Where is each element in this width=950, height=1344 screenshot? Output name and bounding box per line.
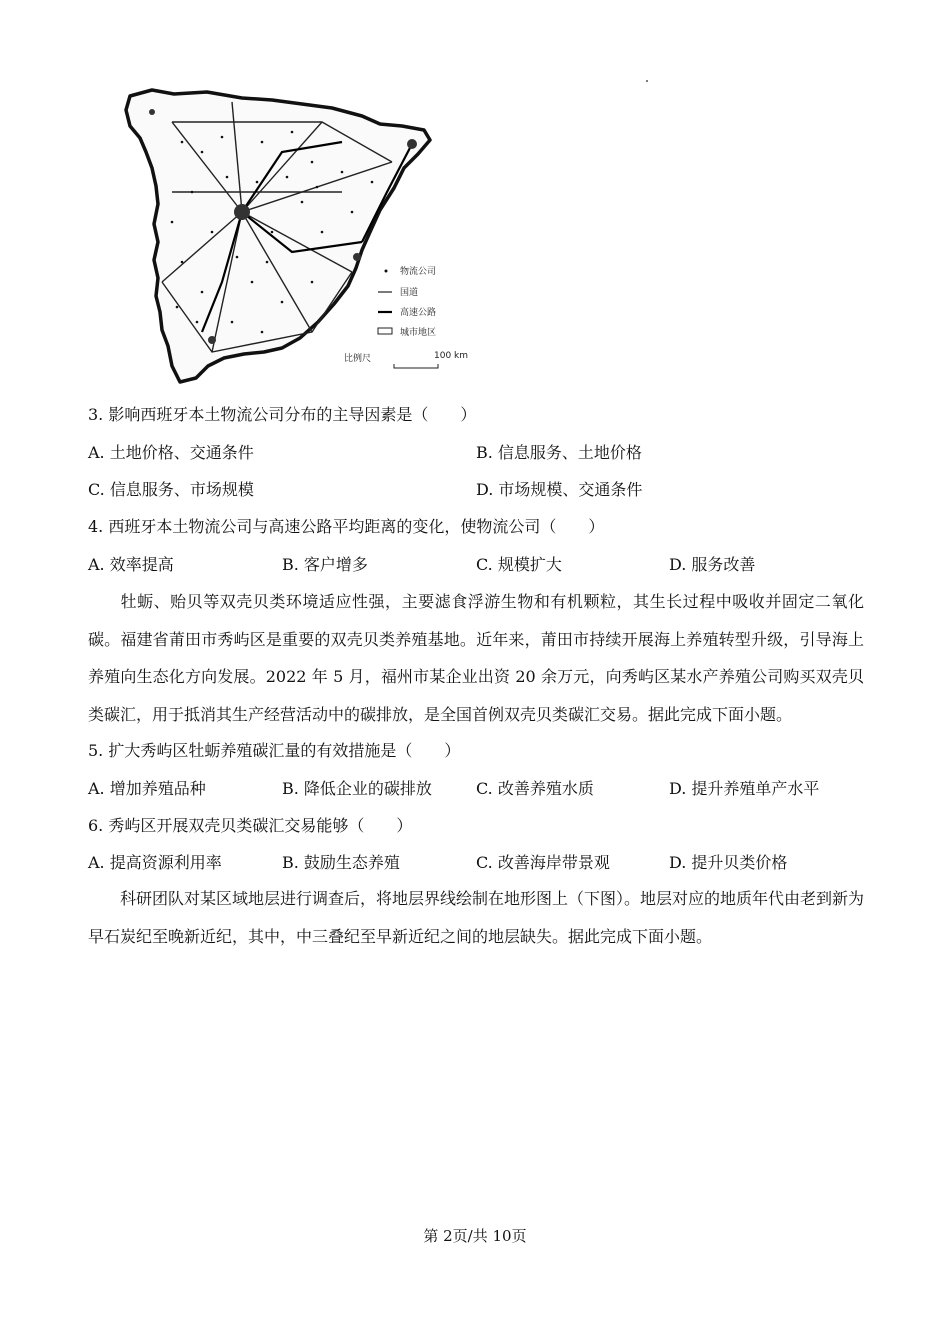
page-footer: 第 2页/共 10页 — [423, 1227, 527, 1245]
legend-urban-symbol — [378, 328, 392, 334]
passage-strata-survey — [88, 880, 864, 955]
q3-option-a: A. 土地价格、交通条件 — [88, 443, 254, 462]
legend-highway: 高速公路 — [400, 308, 437, 318]
map-figure — [112, 82, 472, 387]
stray-dot — [646, 80, 648, 82]
q3-option-b: B. 信息服务、土地价格 — [476, 443, 642, 462]
q4-option-b: B. 客户增多 — [282, 555, 368, 574]
q6-option-b: B. 鼓励生态养殖 — [282, 853, 400, 872]
q4-option-c: C. 规模扩大 — [476, 555, 562, 574]
map-legend — [344, 265, 468, 368]
q5-option-c: C. 改善养殖水质 — [476, 779, 594, 798]
spain-logistics-map — [112, 82, 472, 387]
legend-company-symbol — [385, 270, 388, 273]
passage-1-text: 牡蛎、贻贝等双壳贝类环境适应性强，主要滤食浮游生物和有机颗粒，其生长过程中吸收并固定二氧化碳。福建省莆田市秀屿区是重要的双壳贝类养殖基地。近年来，莆田市持续开展海上养殖转型升级，引导海上养殖向生态化方向发展。2022 年 5 月，福州市某企业出资 20 余万元，向秀屿区某水产养殖公司购买双壳贝类碳汇，用于抵消其生产经营活动中的碳排放，是全国首例双壳贝类碳汇交易。据此完成下面小题。 — [88, 592, 864, 724]
q5-option-b: B. 降低企业的碳排放 — [282, 779, 432, 798]
q6-option-d: D. 提升贝类价格 — [669, 853, 788, 872]
q3-option-c: C. 信息服务、市场规模 — [88, 480, 254, 499]
q4-stem: 4. 西班牙本土物流公司与高速公路平均距离的变化，使物流公司（ ） — [88, 517, 605, 536]
q4-option-d: D. 服务改善 — [669, 555, 756, 574]
q6-stem: 6. 秀屿区开展双壳贝类碳汇交易能够（ ） — [88, 816, 413, 835]
q4-option-a: A. 效率提高 — [88, 555, 174, 574]
q5-option-d: D. 提升养殖单产水平 — [669, 779, 820, 798]
q6-option-c: C. 改善海岸带景观 — [476, 853, 610, 872]
legend-company: 物流公司 — [400, 267, 437, 277]
scale-bar — [394, 364, 438, 368]
legend-national-road: 国道 — [400, 288, 419, 298]
passage-2-text: 科研团队对某区域地层进行调查后，将地层界线绘制在地形图上（下图）。地层对应的地质年代由老到新为早石炭纪至晚新近纪，其中，中三叠纪至早新近纪之间的地层缺失。据此完成下面小题。 — [88, 889, 865, 946]
q3-option-d: D. 市场规模、交通条件 — [476, 480, 643, 499]
q5-stem: 5. 扩大秀屿区牡蛎养殖碳汇量的有效措施是（ ） — [88, 741, 461, 760]
q6-option-a: A. 提高资源利用率 — [88, 853, 222, 872]
q5-option-a: A. 增加养殖品种 — [88, 779, 206, 798]
passage-bivalve-carbon-sink — [88, 583, 864, 733]
scale-label: 比例尺 — [344, 354, 372, 364]
q3-stem: 3. 影响西班牙本土物流公司分布的主导因素是（ ） — [88, 405, 477, 424]
legend-urban-area: 城市地区 — [400, 328, 437, 338]
scale-value: 100 km — [434, 351, 469, 361]
